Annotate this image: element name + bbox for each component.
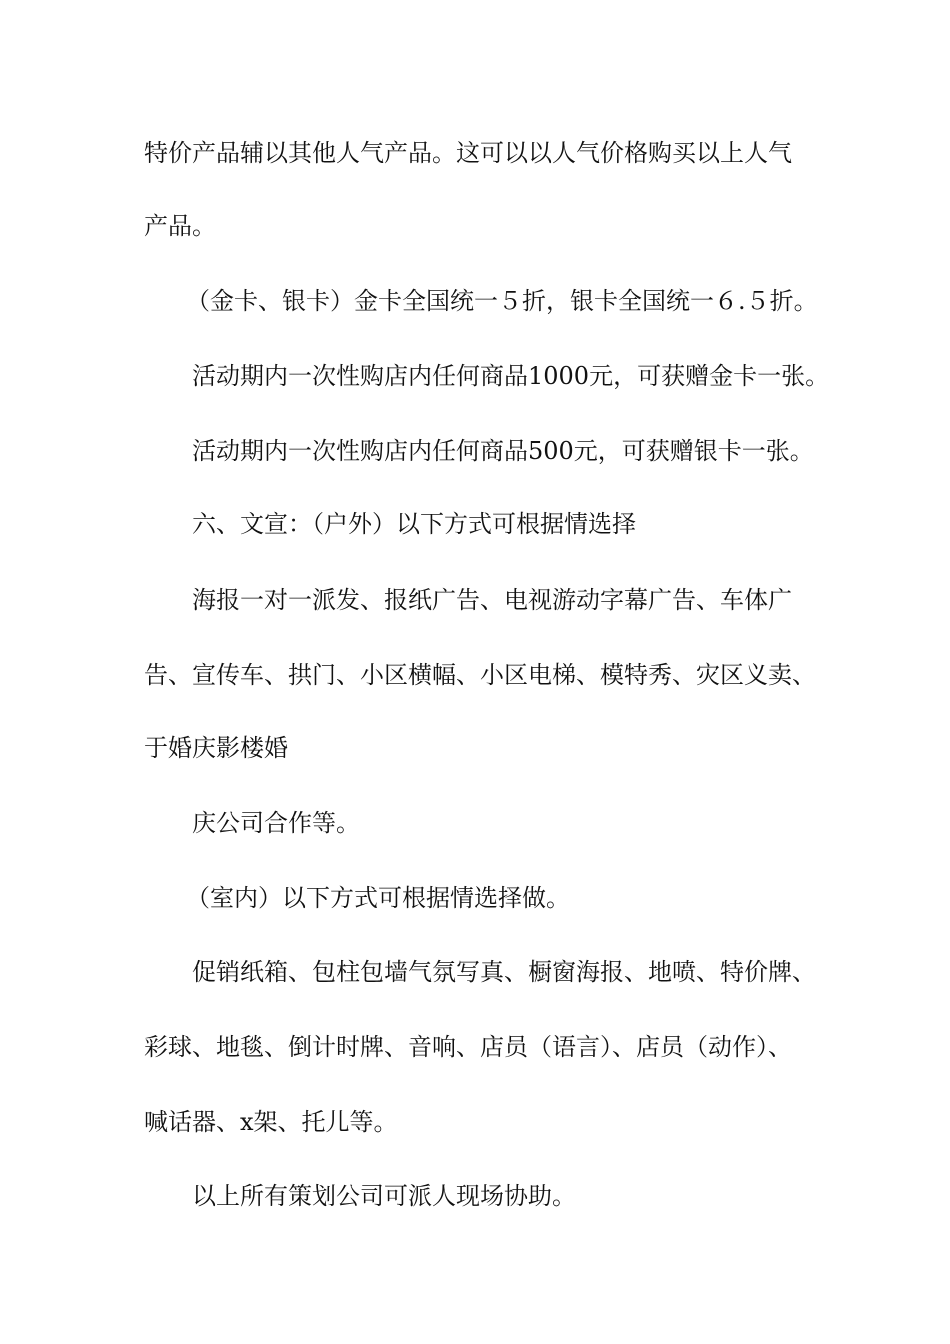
paragraph-line: 海报一对一派发、报纸广告、电视游动字幕广告、车体广 [192, 586, 792, 614]
paragraph-line: 庆公司合作等。 [192, 809, 360, 837]
paragraph-line: 活动期内一次性购店内任何商品1000元，可获赠金卡一张。 [192, 362, 830, 390]
paragraph-line: 彩球、地毯、倒计时牌、音响、店员（语言）、店员（动作）、 [144, 1033, 792, 1061]
paragraph-line: 于婚庆影楼婚 [144, 734, 288, 762]
paragraph-line: （金卡、银卡）金卡全国统一５折，银卡全国统一６.５折。 [186, 287, 818, 315]
paragraph-line: 产品。 [144, 212, 216, 240]
paragraph-line: 以上所有策划公司可派人现场协助。 [192, 1182, 576, 1210]
paragraph-line: 告、宣传车、拱门、小区横幅、小区电梯、模特秀、灾区义卖、 [144, 661, 816, 689]
paragraph-line: （室内）以下方式可根据情选择做。 [186, 884, 570, 912]
paragraph-line: 喊话器、x架、托儿等。 [144, 1108, 398, 1136]
paragraph-line: 活动期内一次性购店内任何商品500元，可获赠银卡一张。 [192, 437, 814, 465]
paragraph-line: 促销纸箱、包柱包墙气氛写真、橱窗海报、地喷、特价牌、 [192, 958, 816, 986]
paragraph-line: 特价产品辅以其他人气产品。这可以以人气价格购买以上人气 [144, 139, 792, 167]
section-heading: 六、文宣：（户外）以下方式可根据情选择 [192, 510, 636, 538]
